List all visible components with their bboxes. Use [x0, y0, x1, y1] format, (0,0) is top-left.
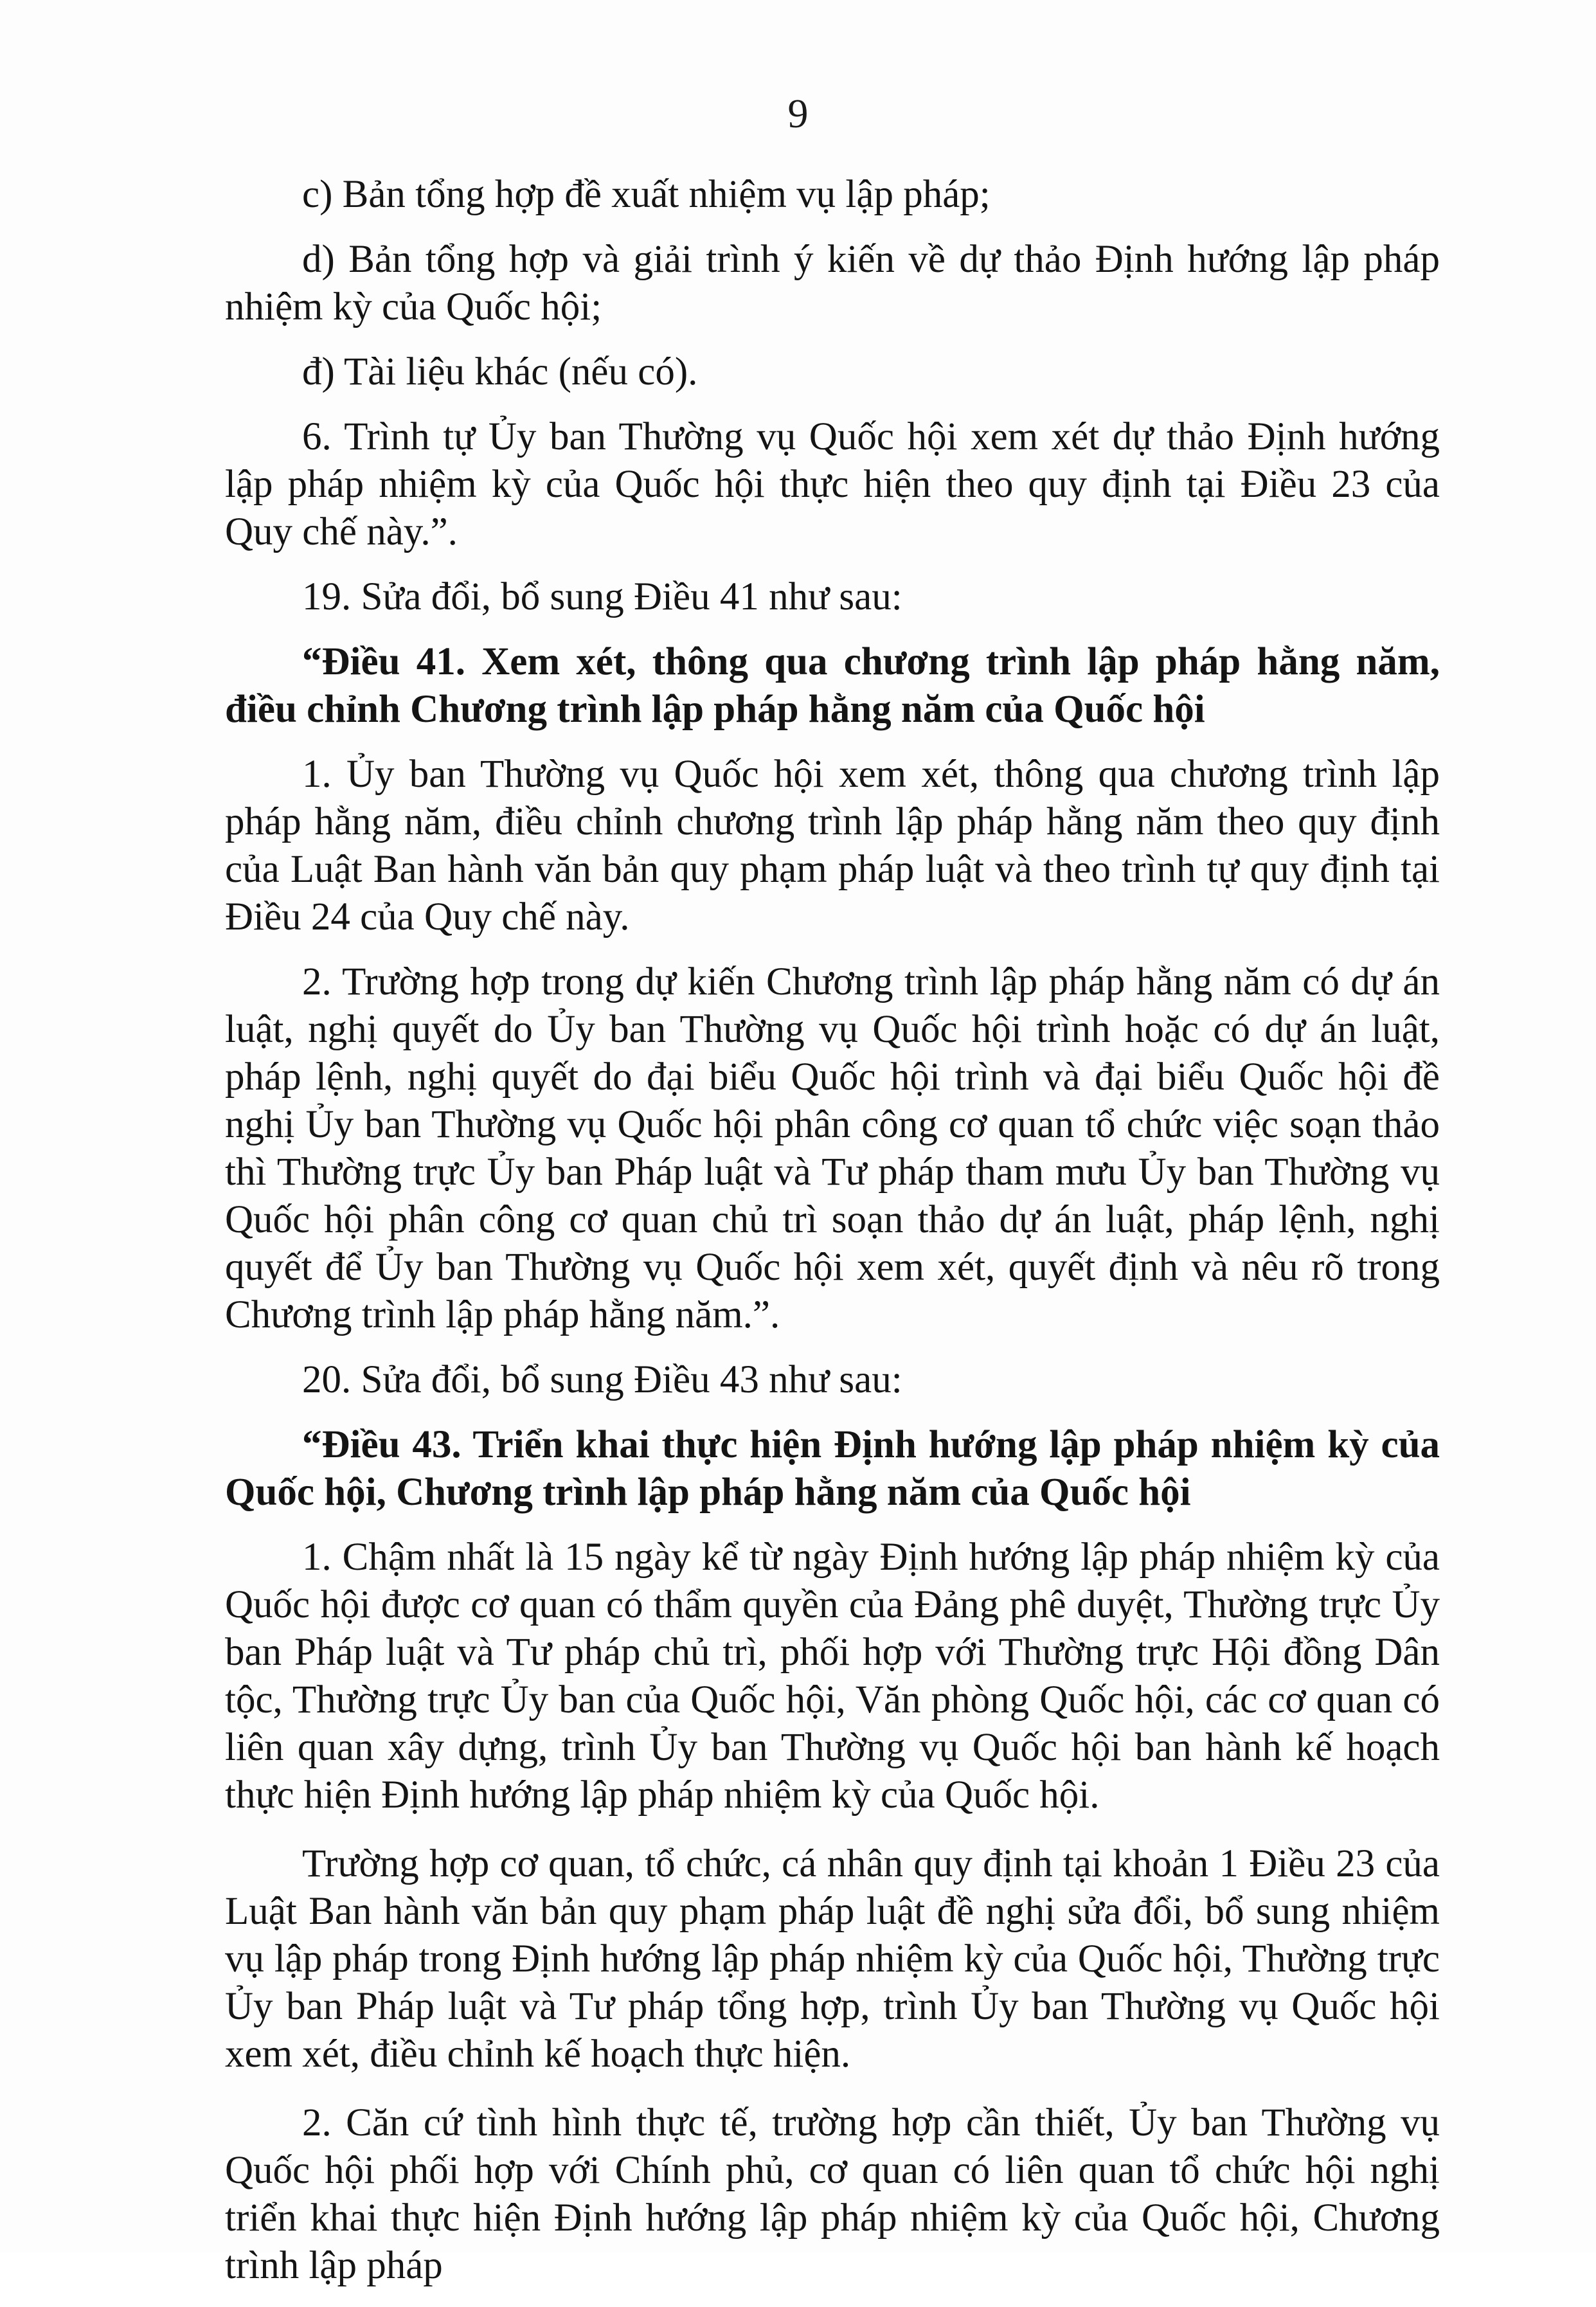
article-43-clause-1: 1. Chậm nhất là 15 ngày kể từ ngày Định hướng lập pháp nhiệm kỳ của Quốc hội được cơ quan có thẩm quyền của Đảng phê duyệt, Thường trực Ủy ban Pháp luật và Tư pháp chủ trì, phối hợp với Thường trực Hội đồng Dân tộc, Thường trực Ủy ban của Quốc hội, Văn phòng Quốc hội, các cơ quan có liên quan xây dựng, trình Ủy ban Thường vụ Quốc hội ban hành kế hoạch thực hiện Định hướng lập pháp nhiệm kỳ của Quốc hội.	[225, 1536, 1440, 1817]
paragraph-amendment-19: 19. Sửa đổi, bổ sung Điều 41 như sau:	[302, 575, 902, 618]
paragraph-item-c: c) Bản tổng hợp đề xuất nhiệm vụ lập pháp;	[302, 173, 991, 216]
paragraph-item-d: d) Bản tổng hợp và giải trình ý kiến về dự thảo Định hướng lập pháp nhiệm kỳ của Quốc hội;	[225, 238, 1440, 328]
article-41-clause-2: 2. Trường hợp trong dự kiến Chương trình lập pháp hằng năm có dự án luật, nghị quyết do Ủy ban Thường vụ Quốc hội trình hoặc có dự án luật, pháp lệnh, nghị quyết do đại biểu Quốc hội trình và đại biểu Quốc hội đề nghị Ủy ban Thường vụ Quốc hội phân công cơ quan tổ chức việc soạn thảo thì Thường trực Ủy ban Pháp luật và Tư pháp tham mưu Ủy ban Thường vụ Quốc hội phân công cơ quan chủ trì soạn thảo dự án luật, pháp lệnh, nghị quyết để Ủy ban Thường vụ Quốc hội xem xét, quyết định và nêu rõ trong Chương trình lập pháp hằng năm.”.	[225, 960, 1440, 1336]
article-43-clause-1-continuation: Trường hợp cơ quan, tổ chức, cá nhân quy định tại khoản 1 Điều 23 của Luật Ban hành văn bản quy phạm pháp luật đề nghị sửa đổi, bổ sung nhiệm vụ lập pháp trong Định hướng lập pháp nhiệm kỳ của Quốc hội, Thường trực Ủy ban Pháp luật và Tư pháp tổng hợp, trình Ủy ban Thường vụ Quốc hội xem xét, điều chỉnh kế hoạch thực hiện.	[225, 1842, 1440, 2076]
article-43-heading: “Điều 43. Triển khai thực hiện Định hướng lập pháp nhiệm kỳ của Quốc hội, Chương trình lập pháp hằng năm của Quốc hội	[225, 1423, 1440, 1514]
document-body	[225, 171, 1440, 2307]
page-number: 9	[787, 91, 809, 136]
article-43-clause-2: 2. Căn cứ tình hình thực tế, trường hợp cần thiết, Ủy ban Thường vụ Quốc hội phối hợp với Chính phủ, cơ quan có liên quan tổ chức hội nghị triển khai thực hiện Định hướng lập pháp nhiệm kỳ của Quốc hội, Chương trình lập pháp	[225, 2101, 1440, 2287]
paragraph-clause-6: 6. Trình tự Ủy ban Thường vụ Quốc hội xem xét dự thảo Định hướng lập pháp nhiệm kỳ của Quốc hội thực hiện theo quy định tại Điều 23 của Quy chế này.”.	[225, 415, 1440, 553]
article-41-heading: “Điều 41. Xem xét, thông qua chương trình lập pháp hằng năm, điều chỉnh Chương trình lập pháp hằng năm của Quốc hội	[225, 640, 1440, 731]
article-41-clause-1: 1. Ủy ban Thường vụ Quốc hội xem xét, thông qua chương trình lập pháp hằng năm, điều chỉnh chương trình lập pháp hằng năm theo quy định của Luật Ban hành văn bản quy phạm pháp luật và theo trình tự quy định tại Điều 24 của Quy chế này.	[225, 753, 1440, 938]
paragraph-amendment-20: 20. Sửa đổi, bổ sung Điều 43 như sau:	[302, 1358, 902, 1401]
paragraph-item-dd: đ) Tài liệu khác (nếu có).	[302, 350, 698, 393]
